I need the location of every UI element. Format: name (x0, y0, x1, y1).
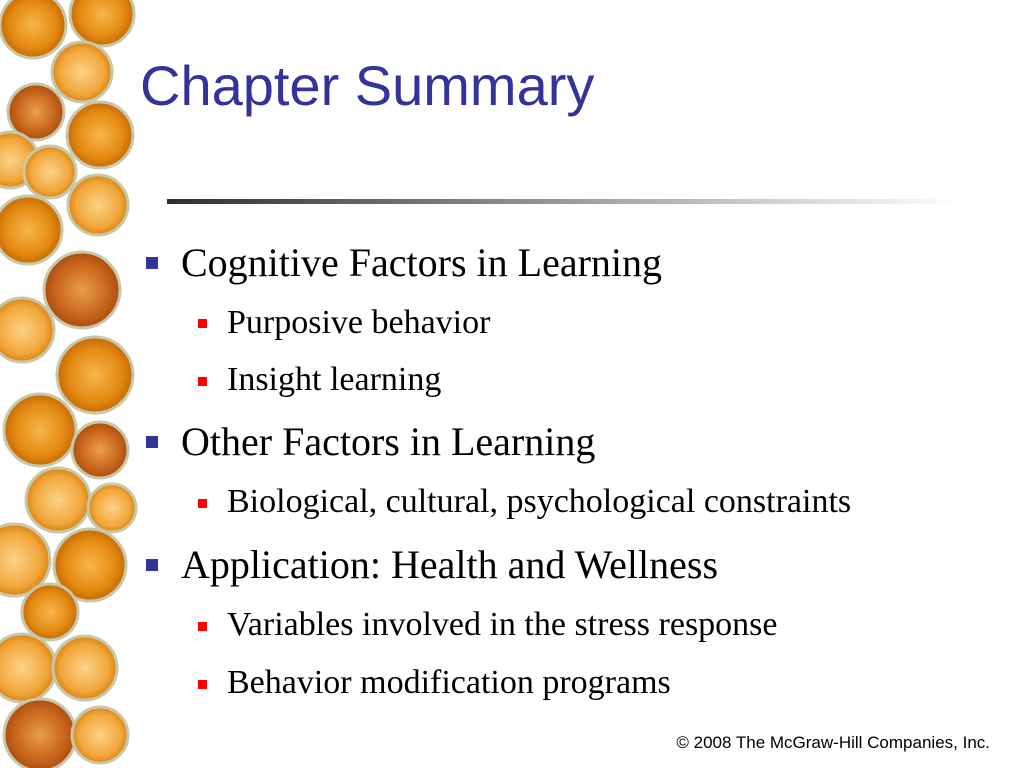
bullet-marker (146, 436, 158, 448)
sub-bullet-item: Behavior modification programs (227, 664, 671, 701)
sub-bullet-marker (198, 319, 207, 328)
sub-bullet-marker (198, 377, 207, 386)
sub-bullet-item: Insight learning (227, 361, 442, 398)
sub-bullet-item: Variables involved in the stress response (227, 606, 778, 643)
slide-title: Chapter Summary (140, 54, 595, 117)
bullet-marker (146, 257, 158, 269)
bullet-item: Cognitive Factors in Learning (181, 240, 663, 285)
copyright-footer: © 2008 The McGraw-Hill Companies, Inc. (676, 733, 990, 752)
title-divider (167, 199, 962, 204)
sub-bullet-marker (198, 680, 207, 689)
sub-bullet-marker (198, 499, 207, 508)
bullet-item: Other Factors in Learning (181, 419, 596, 464)
bullet-marker (146, 559, 158, 571)
bullet-item: Application: Health and Wellness (181, 542, 719, 587)
sub-bullet-marker (198, 622, 207, 631)
sub-bullet-item: Biological, cultural, psychological constraints (227, 483, 852, 520)
sub-bullet-item: Purposive behavior (227, 304, 491, 341)
